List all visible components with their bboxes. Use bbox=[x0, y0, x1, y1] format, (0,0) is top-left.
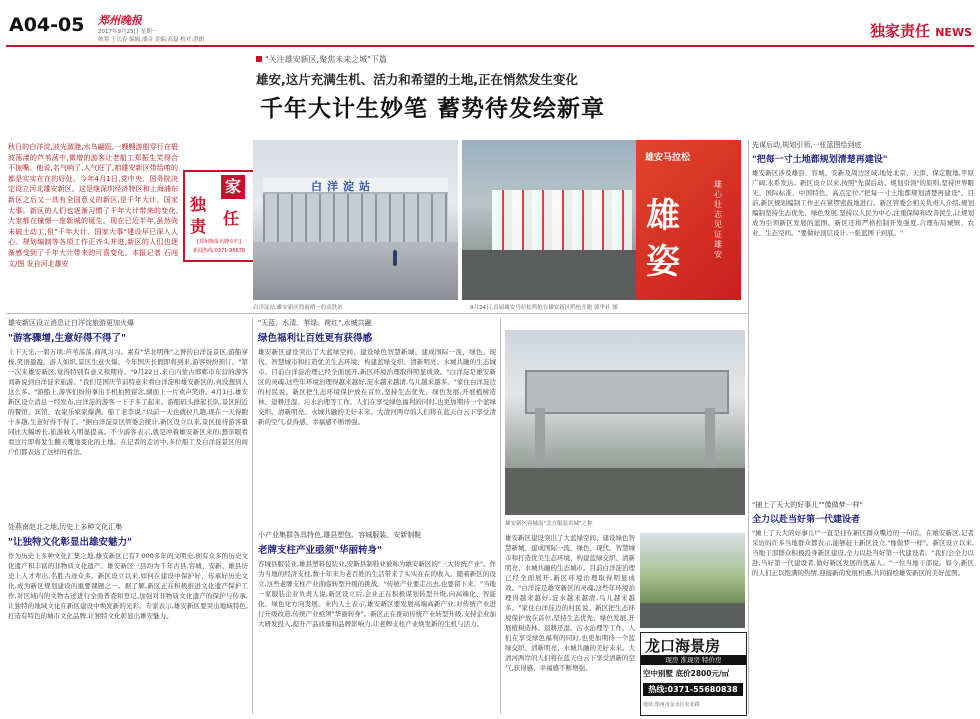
story-tourism-body: 上下天光,一碧万顷;芦苇荡荡,荷风习习。素有"华北明珠"之誉的白洋淀景区,游船穿梭,笑语盈盈。游人如织,景区生意火爆。今年国庆长假即将到来,游客纷纷预订。"第一次来雄安新区,觉得特别有意义和期待。"9月22日,来自内蒙古邯郸市东营的游客刘新说到白洋淀来旅游。"我们是国庆节前特意来看白洋淀和雄安新区的,真没想到人这么多。"游船上,游客们纷纷拿出手机拍照留念,湖面上一片欢声笑语。4月1日,雄安新区设立消息一经发布,白洋淀的游客一下子多了起来。游船码头排起长队,景区附近的餐馆、宾馆、农家乐家家爆满。船工老李说,"以前一天也就拉几趟,现在一天得跑十多趟,生意好得不得了。"据白洋淀景区管委会统计,新区设立以来,景区接待游客量同比大幅增长,旅游收入明显提高。不少游客表示,就是冲着雄安新区来的,想亲眼看看这片即将发生翻天覆地变化的土地。在记者的走访中,多位船工及白洋淀景区的商户们都表达了这样的看法。 bbox=[8, 348, 248, 456]
story-tourism-kicker: 雄安新区设立消息让白洋淀旅游更加火爆 bbox=[8, 319, 134, 327]
kicker-square-icon bbox=[256, 56, 262, 62]
station-plaza bbox=[253, 242, 458, 300]
stamp-char-1: 独 bbox=[190, 195, 207, 214]
story-planning-kicker: 先谋后动,规划引领,一张蓝图绘到底 bbox=[752, 141, 862, 149]
story-planning-body: 雄安新区涉及雄县、容城、安新及周边区域,地处北京、天津、保定腹地,平原广阔,水系发达。新区设立以来,按照"先谋后动、规划引领"的原则,坚持世界眼光、国际标准、中国特色、高点定位,"把每一寸土地都规划清楚再建设"。目前,新区规划编制工作正在紧锣密鼓地进行。新区管委会相关负责人介绍,规划编制坚持生态优先、绿色发展,坚持以人民为中心,注重保障和改善民生,让规划成为引领新区发展的蓝图。新区还将严格控制开发强度,合理布局城镇、农业、生态空间。"要做好顶层设计,一张蓝图干到底。" bbox=[752, 169, 974, 237]
ad-address: 地址:郑州市金水区农业路 bbox=[643, 702, 700, 708]
pedestrian bbox=[393, 250, 397, 266]
gate-arch bbox=[525, 370, 729, 414]
column-stamp bbox=[183, 170, 255, 262]
editor-line: 统筹:王长春 编辑:潘音 美编:高磊 校对:澄朗 bbox=[98, 37, 205, 43]
story-culture-body: 作为历史上多种文化汇集之地,雄安新区已有7 000多年的文明史,拥有众多的历史文化遗产和丰富的非物质文化遗产。雄安新区三县均为千年古县,容城、安新、雄县历史上人才辈出,名胜古迹众多。新区设立以来,如何在建设中保护好、传承好历史文化,成为新区规划建设的重要课题之一。据了解,新区正在积极推进文化遗产保护工作,对区域内的文物古迹进行全面普查和登记,加强对非物质文化遗产的保护与传承,让独特的地域文化在新区建设中焕发新的光彩。专家表示,雄安新区要突出地域特色,打造有特色的城市文化品牌,让独特文化彰显出雄安魅力。 bbox=[8, 552, 248, 620]
lead-intro-text: 秋日的白洋淀,波光潋滟,水鸟翩跹,一艘艘游船穿行在碧波荡漾的芦苇荡中,微增的游客让老船工郑振生笑得合不拢嘴。他说,名气响了,人气旺了,咱雄安新区带给咱的都是实实在在的好处。今年4月1日,党中央、国务院决定设立河北雄安新区。这是继深圳经济特区和上海浦东新区之后又一具有全国意义的新区,是千年大计、国家大事。新区的人们也逐渐习惯了千年大计带来的变化,大家都在憧憬一座新城的诞生。现在已近半年,虽然尚未破土动工,但"千年大计、国家大事"建设早已深入人心。规划编制等各项工作正齐头并进,新区的人们也逐渐感受到了千年大计带来的可喜变化。本报记者 石闯 文/图 发自河北雄安 bbox=[8, 143, 178, 268]
divider-col-3 bbox=[748, 140, 749, 714]
station-sign: 白洋淀站 bbox=[311, 180, 375, 193]
story-industry bbox=[258, 530, 496, 709]
masthead-rule bbox=[6, 45, 974, 47]
divider-col-2 bbox=[500, 318, 501, 714]
lead-kicker-text: "关注雄安新区,聚焦未来之城"下篇 bbox=[265, 55, 387, 64]
story-industry-body: 容城县服装业,雄县塑料包装业,安新县制鞋业被称为雄安新区的"三大传统产业"。作为当地的经济支柱,数十年来为老百姓的生活带来了实实在在的收入。随着新区的设立,这些老牌支柱产业面临转型升级的挑战。"传统产业要走出去,也要留下来。"当地一家服装企业负责人说,新区设立后,企业正在积极谋划转型升级,向高端化、智能化、绿色化方向发展。业内人士表示,雄安新区要发展高端高新产业,对传统产业进行升级改造,传统产业亟须"华丽转身"。新区正在推动传统产业转型升级,支持企业加大研发投入,提升产品质量和品牌影响力,让老牌支柱产业焕发新的生机与活力。 bbox=[258, 560, 496, 628]
stamp-hotline: 新闻热线:0371-96678 bbox=[192, 248, 246, 254]
story-culture-kicker: 处燕南赵北之地,历史上多种文化汇集 bbox=[8, 523, 123, 531]
banner-big-char-1: 雄 bbox=[646, 196, 680, 236]
gate-pillar-right bbox=[705, 408, 715, 468]
story-culture bbox=[8, 522, 248, 706]
runner-group bbox=[492, 190, 632, 250]
section-title bbox=[870, 20, 972, 41]
ad-title: 龙口海景房 bbox=[645, 637, 721, 655]
station-building bbox=[263, 194, 448, 242]
story-planning bbox=[752, 140, 974, 503]
banner-vertical-text: 雄心壮志 见证雄安 bbox=[714, 180, 722, 259]
stamp-char-2: 家 bbox=[221, 175, 245, 199]
photo-marathon bbox=[462, 140, 741, 300]
banner-text: 雄安马拉松 bbox=[645, 153, 691, 163]
photo3-caption: 雄安新区容城南"北方服装名城"之称 bbox=[505, 521, 593, 527]
story-tourism bbox=[8, 318, 248, 507]
paper-name: 郑州晚报 bbox=[98, 14, 142, 27]
story-green bbox=[258, 318, 496, 507]
story-green-kicker: "天蓝、水清、苇绿、荷红",水城共融 bbox=[258, 319, 372, 327]
lead-title: 千年大计生妙笔 蓄势待发绘新章 bbox=[260, 96, 606, 122]
stamp-char-3: 责 bbox=[190, 217, 207, 236]
page-number: A04-05 bbox=[9, 14, 85, 36]
story-green-title: 绿色福利让百姓更有获得感 bbox=[258, 333, 373, 344]
story-green-body: 雄安新区建设突出了大蓝绿空间、建设绿色智慧新城、建成国际一流、绿色、现代、智慧城市和打造优美生态环境、构建蓝绿交织、清新明亮、水城共融的生态城市。目前白洋淀治理已经全面展开,新区环境治理取得明显成效。"白洋淀是雄安新区的灵魂,这些年环境治理得越来越好,淀水越来越清,鸟儿越来越多。"家住白洋淀边的村民说。新区把生态环境保护放在首位,坚持生态优先、绿色发展,开展植树造林、退耕还湿、污水治理等工作。人们在享受绿色福利的同时,也更加期待一个蓝绿交织、清新明亮、水城共融的美好未来。大清河两岸的人们将在蓝天白云下享受清新的空气,获得感、幸福感不断增强。 bbox=[258, 348, 496, 426]
story-industry-kicker: 小产业集群各具特色,雄县塑包、容城服装、安新制鞋 bbox=[258, 531, 422, 539]
stamp-char-4: 任 bbox=[223, 209, 240, 228]
lead-subtitle: 雄安,这片充满生机、活力和希望的土地,正在悄然发生变化 bbox=[256, 72, 578, 87]
lead-kicker bbox=[256, 54, 556, 65]
story-culture-title: "让独特文化彰显出雄安魅力" bbox=[8, 537, 132, 548]
photo-street bbox=[640, 533, 745, 628]
story-builders-body: "摊上了天大的好事儿!"一直是挂在新区群众嘴边的一句话。在雄安新区,记者采访的许多当地群众都表示,能够赶上新区设立,"像做梦一样"。新区设立以来,当地干部群众积极投身新区建设,全力以赴当好第一代建设者。"我们会全力以赴,当好第一代建设者,做好新区发展的奠基人。"一位当地干部说。如今,新区的人们正以饱满的热情,迎接新的发展机遇,共同描绘雄安新区的美好蓝图。 bbox=[752, 529, 974, 577]
photo-rongcheng-gate bbox=[505, 330, 745, 515]
photo-baiyangdian-station bbox=[253, 140, 458, 300]
masthead bbox=[0, 0, 980, 46]
gate-pillar-left bbox=[535, 408, 545, 468]
section-title-en: NEWS bbox=[935, 26, 972, 39]
story-planning-title: "把每一寸土地都规划清楚再建设" bbox=[752, 155, 888, 165]
street-road bbox=[640, 603, 745, 628]
col4-filler: 雄安新区建设突出了大蓝绿空间、建设绿色智慧新城、建成国际一流、绿色、现代、智慧城市和打造优美生态环境、构建蓝绿交织、清新明亮、水城共融的生态城市。目前白洋淀治理已经全面展开,新区环境治理取得明显成效。"白洋淀是雄安新区的灵魂,这些年环境治理得越来越好,淀水越来越清,鸟儿越来越多。"家住白洋淀边的村民说。新区把生态环境保护放在首位,坚持生态优先、绿色发展,开展植树造林、退耕还湿、污水治理等工作。人们在享受绿色福利的同时,也更加期待一个蓝绿交织、清新明亮、水城共融的美好未来。大清河两岸的人们将在蓝天白云下享受清新的空气,获得感、幸福感不断增强。 bbox=[505, 534, 635, 672]
ad-line2: 空中别墅 底价2800元/㎡ bbox=[643, 669, 730, 678]
story-builders bbox=[752, 500, 974, 718]
story-builders-kicker: "捕上了天大的好事儿""像做梦一样" bbox=[752, 501, 863, 509]
ad-line1: 现房 准现房 特价房 bbox=[641, 655, 746, 665]
photo2-caption: 9月24日,首届雄安马拉松鸣枪在雄安新区鸣枪开跑 郭华社 图 bbox=[470, 305, 618, 311]
banner-big-char-2: 姿 bbox=[646, 242, 680, 282]
gate-road bbox=[505, 468, 745, 515]
ad-phone: 热线:0371-55680838 bbox=[643, 683, 743, 696]
story-industry-title: 老牌支柱产业亟须"华丽转身" bbox=[258, 545, 382, 556]
section-title-cn: 独家责任 bbox=[869, 22, 930, 40]
photo1-caption: 白洋淀站,雄安新区的前哨一的高铁站 bbox=[253, 305, 343, 311]
date-line: 2017年9月25日 星期一 bbox=[98, 29, 158, 35]
divider-col-1 bbox=[252, 318, 253, 714]
story-builders-title: 全力以赴当好第一代建设者 bbox=[752, 515, 861, 525]
divider-lead bbox=[6, 313, 747, 314]
stamp-caption: [郑州晚报名牌专栏] bbox=[197, 239, 241, 245]
story-tourism-title: "游客骤增,生意好得不得了" bbox=[8, 333, 127, 344]
ad-seaview[interactable] bbox=[640, 632, 747, 716]
